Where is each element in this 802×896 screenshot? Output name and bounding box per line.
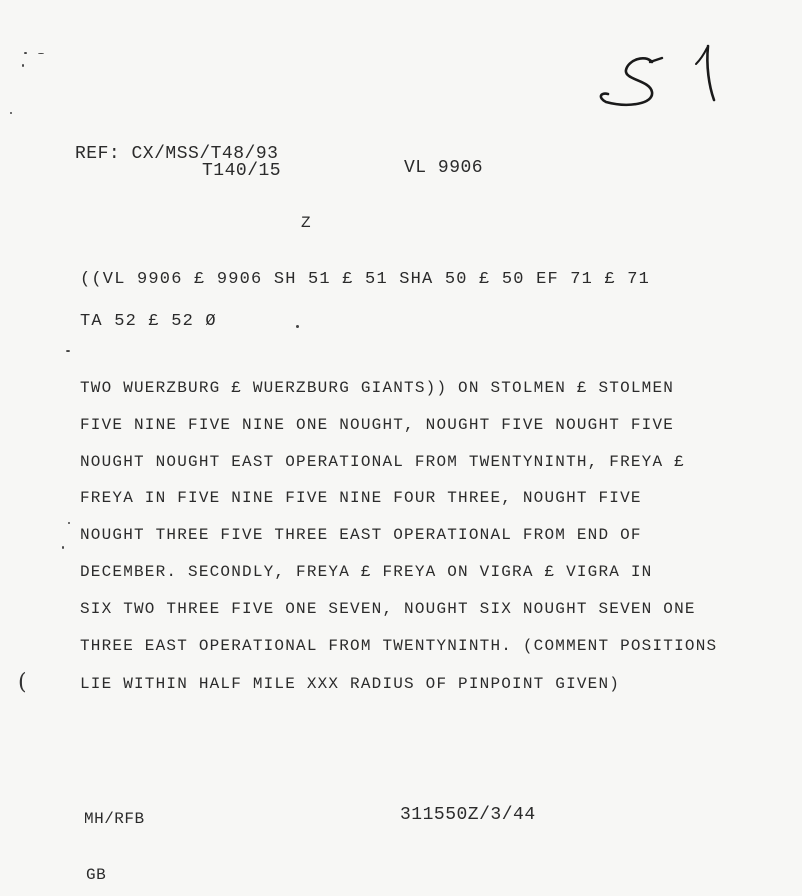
scan-speck xyxy=(24,52,27,54)
scan-speck xyxy=(62,546,64,549)
scan-speck xyxy=(66,350,70,352)
scan-speck xyxy=(10,112,12,114)
message-line: FIVE NINE FIVE NINE ONE NOUGHT, NOUGHT FIVE NOUGHT FIVE xyxy=(80,416,675,434)
vl-number: VL 9906 xyxy=(404,158,484,178)
reference-subline: T140/15 xyxy=(202,161,282,181)
z-mark: Z xyxy=(301,214,312,232)
reference-line: REF: CX/MSS/T48/93 xyxy=(75,144,279,164)
scan-speck xyxy=(68,522,70,524)
message-line: NOUGHT NOUGHT EAST OPERATIONAL FROM TWENTYNINTH, FREYA £ xyxy=(80,453,685,471)
message-line: ((VL 9906 £ 9906 SH 51 £ 51 SHA 50 £ 50 EF 71 £ 71 xyxy=(80,270,651,289)
scan-speck xyxy=(22,64,24,67)
message-line: DECEMBER. SECONDLY, FREYA £ FREYA ON VIGRA £ VIGRA IN xyxy=(80,563,653,581)
operator-initials: MH/RFB xyxy=(84,810,145,828)
date-time-group: 311550Z/3/44 xyxy=(400,805,536,825)
message-line: LIE WITHIN HALF MILE XXX RADIUS OF PINPOINT GIVEN) xyxy=(80,675,621,693)
scan-speck xyxy=(296,325,299,328)
message-line: FREYA IN FIVE NINE FIVE NINE FOUR THREE, NOUGHT FIVE xyxy=(80,489,642,507)
message-line: TA 52 £ 52 Ø xyxy=(80,312,217,331)
margin-bracket-mark: ( xyxy=(18,670,27,695)
handwritten-number-51 xyxy=(590,40,740,115)
message-line: SIX TWO THREE FIVE ONE SEVEN, NOUGHT SIX NOUGHT SEVEN ONE xyxy=(80,600,696,618)
sign-off: GB xyxy=(86,866,107,884)
message-line: TWO WUERZBURG £ WUERZBURG GIANTS)) ON STOLMEN £ STOLMEN xyxy=(80,379,675,397)
message-line: NOUGHT THREE FIVE THREE EAST OPERATIONAL FROM END OF xyxy=(80,526,642,544)
message-line: THREE EAST OPERATIONAL FROM TWENTYNINTH. (COMMENT POSITIONS xyxy=(80,637,718,655)
scan-speck xyxy=(38,53,44,54)
